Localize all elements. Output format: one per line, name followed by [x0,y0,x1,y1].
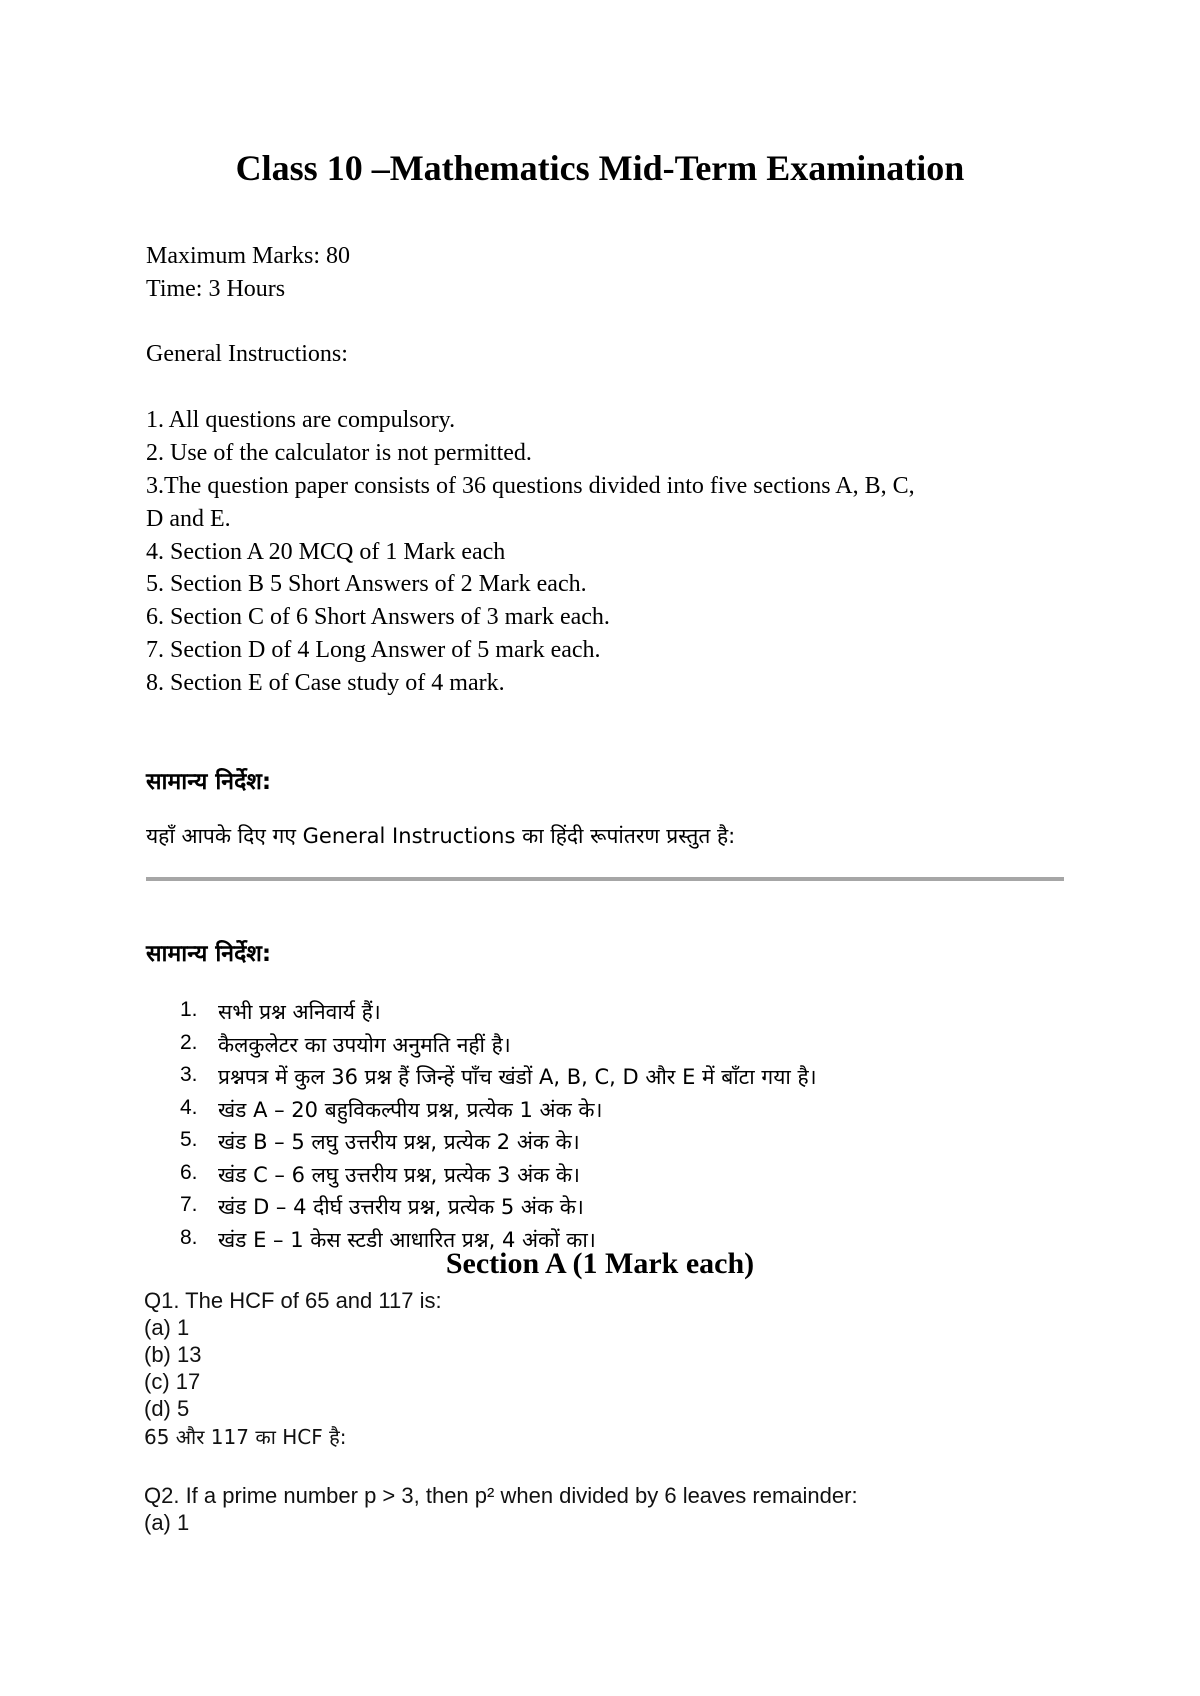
list-item: 6. खंड C – 6 लघु उत्तरीय प्रश्न, प्रत्येक 3 अंक के। [180,1160,581,1187]
general-instructions-heading: General Instructions: [146,341,348,367]
question-q1: Q1. The HCF of 65 and 117 is: [144,1288,442,1313]
list-item: 8. खंड E – 1 केस स्टडी आधारित प्रश्न, 4 अंकों का। [180,1225,596,1252]
hindi-intro: यहाँ आपके दिए गए General Instructions का हिंदी रूपांतरण प्रस्तुत है: [146,824,736,848]
q1-option-c: (c) 17 [144,1369,201,1394]
q1-option-d: (d) 5 [144,1396,190,1421]
list-item: 7. खंड D – 4 दीर्घ उत्तरीय प्रश्न, प्रत्येक 5 अंक के। [180,1193,584,1219]
instruction-item: 7. Section D of 4 Long Answer of 5 mark each. [146,637,601,663]
list-item: 3. प्रश्नपत्र में कुल 36 प्रश्न हैं जिन्हें पाँच खंडों A, B, C, D और E में बाँटा गया है। [180,1063,817,1089]
instruction-item: 8. Section E of Case study of 4 mark. [146,670,505,696]
list-item: 1. सभी प्रश्न अनिवार्य हैं। [180,998,381,1024]
instruction-item: 6. Section C of 6 Short Answers of 3 mark each. [146,604,610,630]
instruction-item: 5. Section B 5 Short Answers of 2 Mark each. [146,571,587,597]
question-q2: Q2. If a prime number p > 3, then p² when divided by 6 leaves remainder: [144,1483,858,1508]
time-allowed: Time: 3 Hours [146,276,286,302]
q1-option-a: (a) 1 [144,1315,190,1340]
horizontal-divider [146,877,1064,881]
q1-option-b: (b) 13 [144,1342,202,1367]
list-item: 5. खंड B – 5 लघु उत्तरीय प्रश्न, प्रत्येक 2 अंक के। [180,1128,580,1154]
list-item: 4. खंड A – 20 बहुविकल्पीय प्रश्न, प्रत्येक 1 अंक के। [180,1095,603,1122]
hindi-instructions-heading-2: सामान्य निर्देश: [146,941,272,967]
max-marks: Maximum Marks: 80 [146,243,350,269]
instruction-item: 1. All questions are compulsory. [146,407,456,433]
page-title: Class 10 –Mathematics Mid-Term Examination [235,148,965,188]
list-item: 2. कैलकुलेटर का उपयोग अनुमति नहीं है। [180,1030,511,1057]
q1-hindi: 65 और 117 का HCF है: [144,1425,347,1449]
section-a-title: Section A (1 Mark each) [445,1247,755,1280]
instruction-item: D and E. [146,506,231,532]
q2-option-a: (a) 1 [144,1510,190,1535]
hindi-instructions-list [180,998,817,1258]
hindi-instructions-heading: सामान्य निर्देश: [146,769,272,795]
instruction-item: 3.The question paper consists of 36 questions divided into five sections A, B, C, [146,473,915,499]
instruction-item: 4. Section A 20 MCQ of 1 Mark each [146,539,506,565]
instruction-item: 2. Use of the calculator is not permitted. [146,440,532,466]
